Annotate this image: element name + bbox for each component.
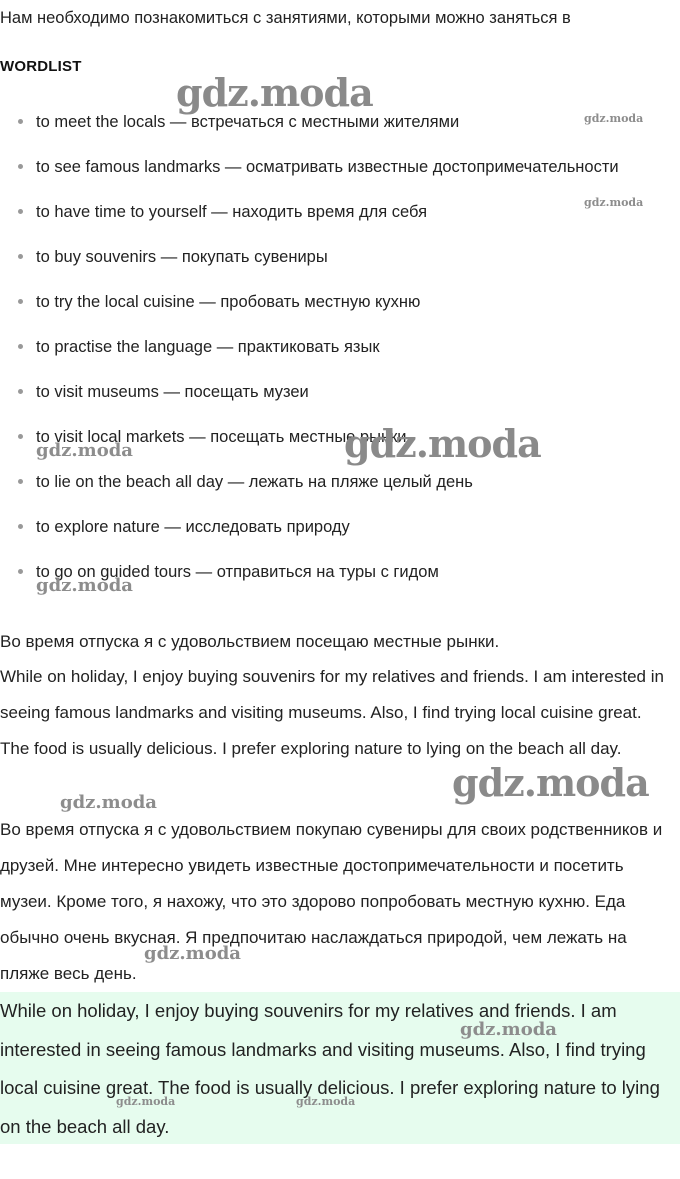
wordlist-item: to buy souvenirs — покупать сувениры xyxy=(0,239,680,275)
watermark-logo: gdz.moda xyxy=(584,112,644,125)
watermark-logo: gdz.moda xyxy=(176,70,373,115)
watermark-logo: gdz.moda xyxy=(344,421,541,466)
wordlist-item: to go on guided tours — отправиться на туры с гидом xyxy=(0,554,680,590)
wordlist-item: to meet the locals — встречаться с местными жителями xyxy=(0,104,680,140)
wordlist-item: to visit local markets — посещать местные рынки xyxy=(0,419,680,455)
wordlist-item: to lie on the beach all day — лежать на пляже целый день xyxy=(0,464,680,500)
wordlist-item: to see famous landmarks — осматривать известные достопримечательности xyxy=(0,149,680,185)
watermark-logo: gdz.moda xyxy=(296,1095,356,1108)
watermark-logo: gdz.moda xyxy=(452,760,649,805)
watermark-logo: gdz.moda xyxy=(36,440,133,461)
wordlist-item: to try the local cuisine — пробовать местную кухню xyxy=(0,284,680,320)
watermark-logo: gdz.moda xyxy=(460,1019,557,1040)
watermark-logo: gdz.moda xyxy=(144,943,241,964)
wordlist xyxy=(0,104,680,599)
answer-block xyxy=(0,992,680,1144)
paragraph-russian: Во время отпуска я с удовольствием покупаю сувениры для своих родственников и друзей. Мне интересно увидеть известные достопримечательности и посетить музеи. Кроме того, я нахожу, что это здорово попробовать местную кухню. Еда обычно очень вкусная. Я предпочитаю наслаждаться природой, чем лежать на пляже весь день. xyxy=(0,820,663,983)
watermark-logo: gdz.moda xyxy=(116,1095,176,1108)
wordlist-item: to explore nature — исследовать природу xyxy=(0,509,680,545)
intro-text: Нам необходимо познакомиться с занятиями, которыми можно заняться в xyxy=(0,9,571,27)
watermark-logo: gdz.moda xyxy=(36,575,133,596)
paragraph-english: While on holiday, I enjoy buying souvenirs for my relatives and friends. I am interested in seeing famous landmarks and visiting museums. Also, I find trying local cuisine great. The food is usually delicious. I prefer exploring nature to lying on the beach all day. xyxy=(0,667,664,758)
wordlist-item: to have time to yourself — находить время для себя xyxy=(0,194,680,230)
wordlist-heading: WORDLIST xyxy=(0,58,82,75)
answer-text: While on holiday, I enjoy buying souvenirs for my relatives and friends. I am interested in seeing famous landmarks and visiting museums. Also, I find trying local cuisine great. The food is usually delicious. I prefer exploring nature to lying on the beach all day. xyxy=(0,1000,660,1137)
wordlist-item: to practise the language — практиковать язык xyxy=(0,329,680,365)
wordlist-item: to visit museums — посещать музеи xyxy=(0,374,680,410)
watermark-logo: gdz.moda xyxy=(60,792,157,813)
paragraph-russian-short: Во время отпуска я с удовольствием посещаю местные рынки. xyxy=(0,632,500,651)
watermark-logo: gdz.moda xyxy=(584,196,644,209)
